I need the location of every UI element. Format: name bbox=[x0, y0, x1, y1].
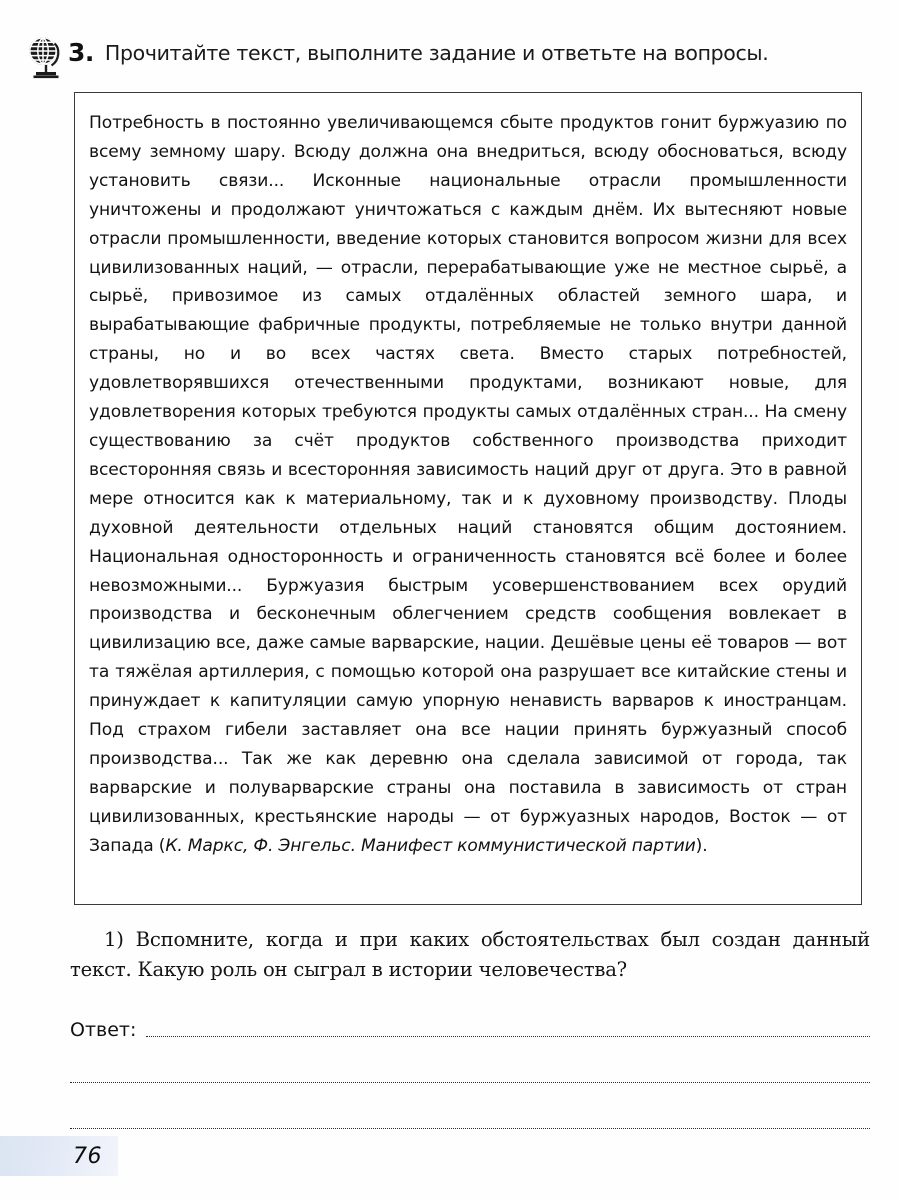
answer-line-1[interactable] bbox=[146, 1035, 870, 1037]
answer-line-2[interactable] bbox=[70, 1081, 870, 1083]
source-text bbox=[89, 109, 847, 861]
source-attribution: К. Маркс, Ф. Энгельс. Манифест коммунистической партии bbox=[165, 835, 696, 856]
source-text-tail: ). bbox=[695, 835, 708, 856]
page-number: 76 bbox=[73, 1143, 102, 1169]
answer-row-2[interactable] bbox=[70, 1041, 870, 1087]
globe-icon bbox=[24, 34, 66, 80]
page-number-box bbox=[0, 1136, 118, 1176]
task-number: 3. bbox=[68, 38, 94, 67]
answer-block[interactable] bbox=[70, 995, 870, 1133]
question-1: 1) Вспомните, когда и при каких обстоятельствах был создан данный текст. Какую роль он сыграл в истории человечества? bbox=[70, 928, 870, 981]
task-header bbox=[24, 34, 874, 84]
task-title: Прочитайте текст, выполните задание и ответьте на вопросы. bbox=[104, 41, 769, 65]
answer-line-3[interactable] bbox=[70, 1127, 870, 1129]
answer-label: Ответ: bbox=[70, 1019, 137, 1041]
answer-row-3[interactable] bbox=[70, 1087, 870, 1133]
answer-row-1[interactable] bbox=[70, 995, 870, 1041]
source-text-body: Потребность в постоянно увеличивающемся сбыте продуктов гонит буржуазию по всему земному шару. Всюду должна она внедриться, всюду обосноваться, всюду установить связи... Исконные национальные отрасли промышленности уничтожены и продолжают уничтожаться с каждым днём. Их вытесняют новые отрасли промышленности, введение которых становится вопросом жизни для всех цивилизованных наций, — отрасли, перерабатывающие уже не местное сырьё, а сырьё, привозимое из самых отдалённых областей земного шара, и вырабатывающие фабричные продукты, потребляемые не только внутри данной страны, но и во всех частях света. Вместо старых потребностей, удовлетворявшихся отечественными продуктами, возникают новые, для удовлетворения которых требуются продукты самых отдалённых стран... На смену существованию за счёт продуктов собственного производства приходит всесторонняя связь и всесторонняя зависимость наций друг от друга. Это в равной мере относится как к материальному, так и к духовному производству. Плоды духовной деятельности отдельных наций становятся общим достоянием. Национальная односторонность и ограниченность становятся всё более и более невозможными... Буржуазия быстрым усовершенствованием всех орудий производства и бесконечным облегчением средств сообщения вовлекает в цивилизацию все, даже самые варварские, нации. Дешёвые цены её товаров — вот та тяжёлая артиллерия, с помощью которой она разрушает все китайские стены и принуждает к капитуляции самую упорную ненависть варваров к иностранцам. Под страхом гибели заставляет она все нации принять буржуазный способ производства... Так же как деревню она сделала зависимой от города, так варварские и полуварварские страны она поставила в зависимость от стран цивилизованных, крестьянские народы — от буржуазных народов, Восток — от Запада ( bbox=[89, 113, 847, 856]
source-text-box bbox=[74, 92, 862, 905]
